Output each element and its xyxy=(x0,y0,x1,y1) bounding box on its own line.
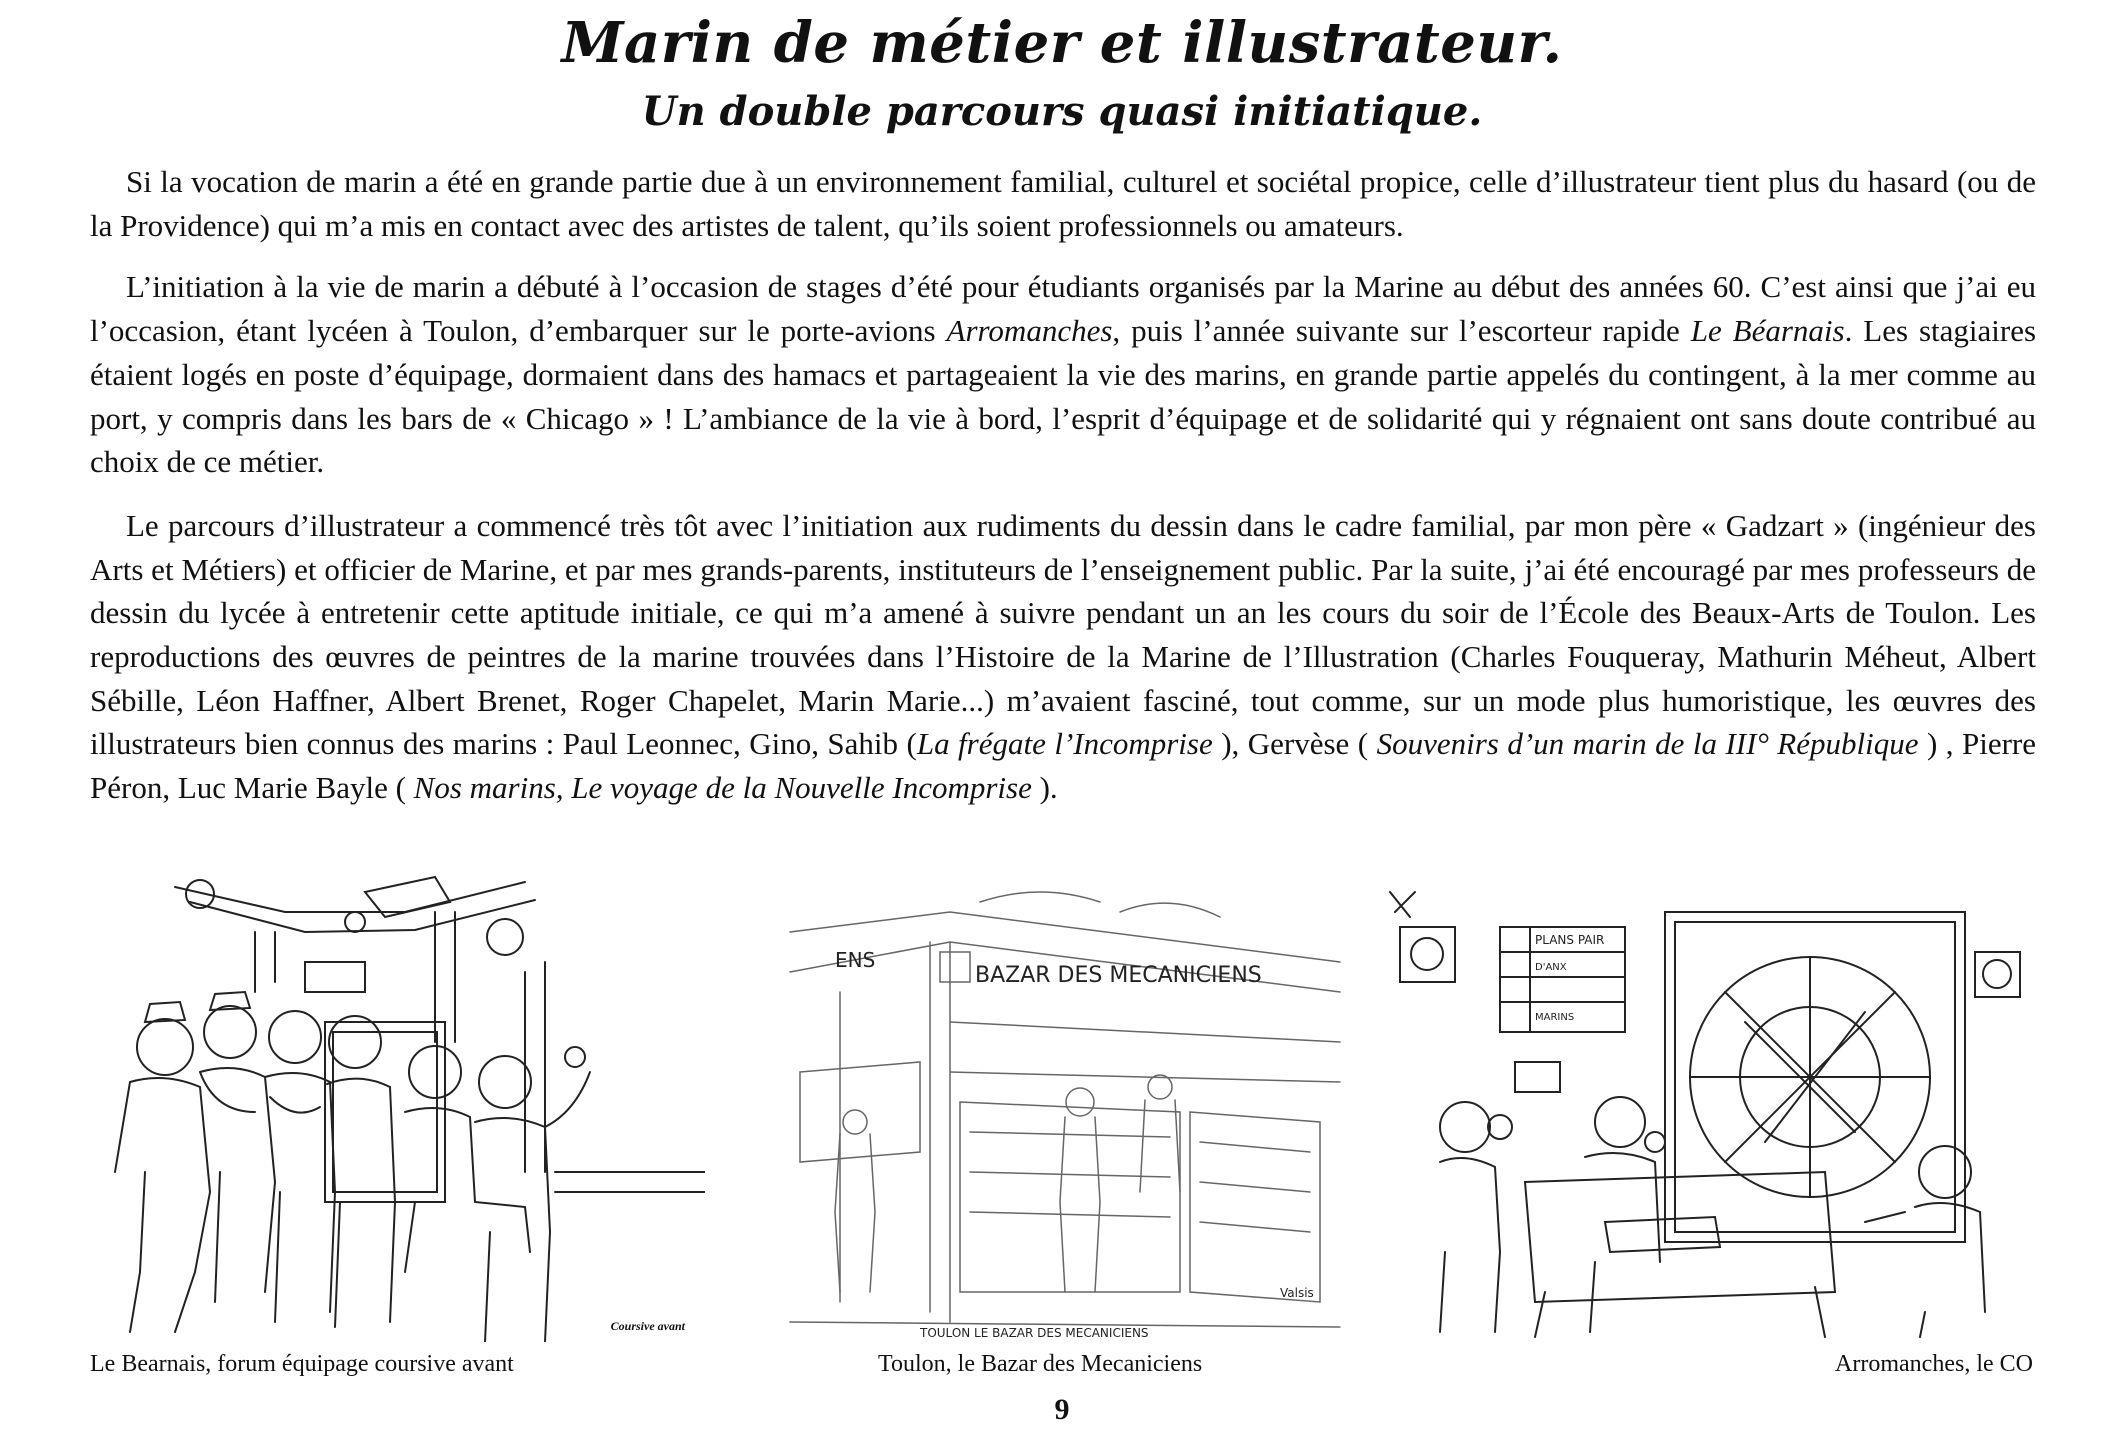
board-title: PLANS PAIR xyxy=(1535,933,1605,947)
operations-room-sketch xyxy=(1385,872,2030,1342)
caption-right: Arromanches, le CO xyxy=(1835,1351,2033,1377)
page-number: 9 xyxy=(1054,1393,1070,1426)
article-body xyxy=(90,160,2036,828)
ship-name-arromanches: Arromanches xyxy=(946,313,1113,349)
paragraph-3-text: ), Gervèse ( xyxy=(1212,726,1377,762)
paragraph-3 xyxy=(90,504,2036,810)
illustration-bazar-mecaniciens xyxy=(780,872,1350,1342)
illustration-inner-label: Coursive avant xyxy=(610,1319,685,1333)
paragraph-2-text: . Les stagiaires étaient logés en poste d’équipage, dormaient dans des hamacs et partageaient la vie des marins, en grande partie appelés du contingent, à la mer comme au port, y compris dans les bars de « Chicago » ! L’ambiance de la vie à bord, l’esprit d’équipage et de solidarité qui y régnaient ont sans doute contribué au choix de ce métier. xyxy=(90,313,2037,480)
paragraph-2-text: , puis l’année suivante sur l’escorteur rapide xyxy=(1112,313,1691,349)
sketch-bottom-note: TOULON LE BAZAR DES MECANICIENS xyxy=(920,1326,1149,1340)
board-row-2: MARINS xyxy=(1535,1012,1575,1023)
ship-name-bearnais: Le Béarnais xyxy=(1690,313,1845,349)
book-title: Nos marins, Le voyage de la Nouvelle Incomprise xyxy=(413,770,1032,806)
caption-center: Toulon, le Bazar des Mecaniciens xyxy=(878,1351,1203,1377)
illustration-arromanches-co xyxy=(1385,872,2030,1342)
board-row-1: D'ANX xyxy=(1535,962,1567,973)
page-subtitle: Un double parcours quasi initiatique. xyxy=(641,88,1483,135)
artist-signature: Valsis xyxy=(1280,1286,1314,1300)
paragraph-3-text: ) , Pierre Péron, Luc Marie Bayle ( xyxy=(90,726,2037,806)
paragraph-3-text: ). xyxy=(1031,770,1058,806)
store-sign-left: ENS xyxy=(835,948,876,972)
book-title: Souvenirs d’un marin de la III° République xyxy=(1376,726,1919,762)
paragraph-2 xyxy=(90,265,2036,484)
book-title: La frégate l’Incomprise xyxy=(916,726,1213,762)
illustration-bearnais-corridor xyxy=(105,872,705,1342)
page-title: Marin de métier et illustrateur. xyxy=(561,10,1563,76)
sailors-sketch xyxy=(105,872,705,1342)
paragraph-1: Si la vocation de marin a été en grande partie due à un environnement familial, culturel et sociétal propice, celle d’illustrateur tient plus du hasard (ou de la Providence) qui m’a mis en contact avec des artistes de talent, qu’ils soient professionnels ou amateurs. xyxy=(90,164,2036,243)
paragraph-2-text: L’initiation à la vie de marin a débuté à l’occasion de stages d’été pour étudiants organisés par la Marine au début des années 60. C’est ainsi que j’ai eu l’occasion, étant lycéen à Toulon, d’embarquer sur le porte-avions xyxy=(90,269,2036,349)
caption-left: Le Bearnais, forum équipage coursive avant xyxy=(90,1351,514,1377)
store-sign: BAZAR DES MECANICIENS xyxy=(975,963,1262,988)
storefront-sketch xyxy=(780,872,1350,1342)
paragraph-3-text: Le parcours d’illustrateur a commencé très tôt avec l’initiation aux rudiments du dessin dans le cadre familial, par mon père « Gadzart » (ingénieur des Arts et Métiers) et officier de Marine, et par mes grands-parents, instituteurs de l’enseignement public. Par la suite, j’ai été encouragé par mes professeurs de dessin du lycée à entretenir cette aptitude initiale, ce qui m’a amené à suivre pendant un an les cours du soir de l’École des Beaux-Arts de Toulon. Les reproductions des œuvres de peintres de la marine trouvées dans l’Histoire de la Marine de l’Illustration (Charles Fouqueray, Mathurin Méheut, Albert Sébille, Léon Haffner, Albert Brenet, Roger Chapelet, Marin Marie...) m’avaient fasciné, tout comme, sur un mode plus humoristique, les œuvres des illustrateurs bien connus des marins : Paul Leonnec, Gino, Sahib ( xyxy=(90,507,2036,762)
